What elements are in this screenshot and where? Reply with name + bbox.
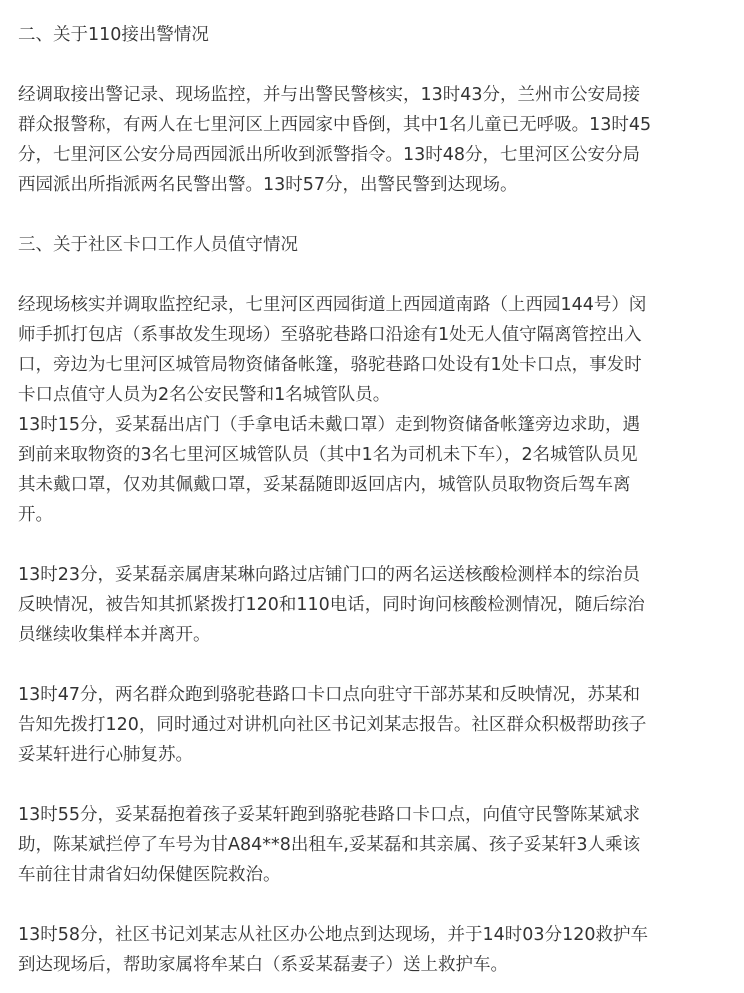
paragraph-line: 妥某轩进行心肺复苏。 — [18, 745, 193, 765]
paragraph-spacer — [18, 530, 730, 560]
paragraph-line: 反映情况，被告知其抓紧拨打120和110电话，同时询问核酸检测情况，随后综治 — [18, 595, 645, 615]
paragraph — [18, 800, 730, 890]
paragraph — [18, 290, 730, 410]
paragraph-line: 到前来取物资的3名七里河区城管队员（其中1名为司机未下车），2名城管队员见 — [18, 445, 638, 465]
section-heading: 二、关于110接出警情况 — [18, 25, 209, 45]
paragraph-line: 西园派出所指派两名民警出警。13时57分，出警民警到达现场。 — [18, 175, 518, 195]
paragraph-spacer — [18, 650, 730, 680]
paragraph — [18, 920, 730, 980]
paragraph-line: 分，七里河区公安分局西园派出所收到派警指令。13时48分，七里河区公安分局 — [18, 145, 641, 165]
paragraph — [18, 410, 730, 530]
paragraph-line: 员继续收集样本并离开。 — [18, 625, 211, 645]
paragraph-line: 13时55分，妥某磊抱着孩子妥某轩跑到骆驼巷路口卡口点，向值守民警陈某斌求 — [18, 805, 641, 825]
paragraph-spacer — [18, 260, 730, 290]
paragraph-line: 群众报警称，有两人在七里河区上西园家中昏倒，其中1名儿童已无呼吸。13时45 — [18, 115, 652, 135]
paragraph-line: 到达现场后，帮助家属将牟某白（系妥某磊妻子）送上救护车。 — [18, 955, 508, 975]
paragraph-line: 车前往甘肃省妇幼保健医院救治。 — [18, 865, 281, 885]
paragraph-line: 口，旁边为七里河区城管局物资储备帐篷，骆驼巷路口处设有1处卡口点，事发时 — [18, 355, 642, 375]
paragraph-line: 经调取接出警记录、现场监控，并与出警民警核实，13时43分，兰州市公安局接 — [18, 85, 641, 105]
paragraph-line: 经现场核实并调取监控纪录，七里河区西园街道上西园道南路（上西园144号）闵 — [18, 295, 647, 315]
paragraph-line: 13时58分，社区书记刘某志从社区办公地点到达现场，并于14时03分120救护车 — [18, 925, 648, 945]
paragraph-spacer — [18, 200, 730, 230]
paragraph-line: 13时47分，两名群众跑到骆驼巷路口卡口点向驻守干部苏某和反映情况，苏某和 — [18, 685, 641, 705]
paragraph-line: 卡口点值守人员为2名公安民警和1名城管队员。 — [18, 385, 391, 405]
paragraph-line: 师手抓打包店（系事故发生现场）至骆驼巷路口沿途有1处无人值守隔离管控出入 — [18, 325, 642, 345]
article-body — [18, 20, 730, 980]
section-heading: 三、关于社区卡口工作人员值守情况 — [18, 235, 298, 255]
paragraph-spacer — [18, 890, 730, 920]
paragraph — [18, 680, 730, 770]
paragraph — [18, 560, 730, 650]
paragraph-spacer — [18, 770, 730, 800]
paragraph-spacer — [18, 50, 730, 80]
paragraph-line: 其未戴口罩，仅劝其佩戴口罩，妥某磊随即返回店内，城管队员取物资后驾车离 — [18, 475, 631, 495]
paragraph-line: 13时23分，妥某磊亲属唐某琳向路过店铺门口的两名运送核酸检测样本的综治员 — [18, 565, 641, 585]
paragraph-line: 开。 — [18, 505, 53, 525]
paragraph-line: 告知先拨打120，同时通过对讲机向社区书记刘某志报告。社区群众积极帮助孩子 — [18, 715, 647, 735]
paragraph — [18, 80, 730, 200]
paragraph-line: 助，陈某斌拦停了车号为甘A84**8出租车,妥某磊和其亲属、孩子妥某轩3人乘该 — [18, 835, 641, 855]
paragraph-line: 13时15分，妥某磊出店门（手拿电话未戴口罩）走到物资储备帐篷旁边求助，遇 — [18, 415, 641, 435]
